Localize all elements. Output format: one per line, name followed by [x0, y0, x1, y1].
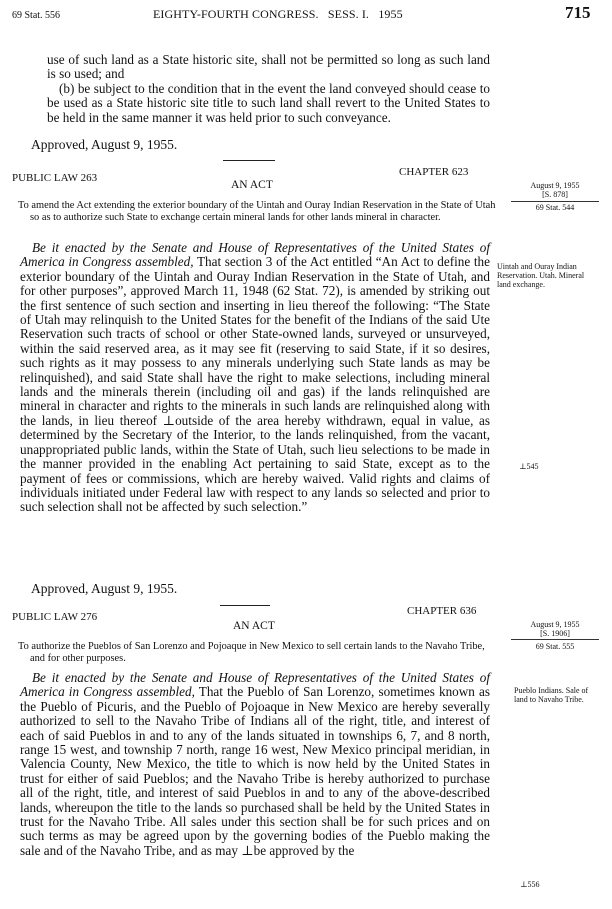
margin-date-276-text: August 9, 1955 — [530, 620, 580, 629]
body-276 — [20, 671, 490, 858]
page-marker-545: ⊥545 — [519, 462, 539, 471]
header-stat-ref: 69 Stat. 556 — [12, 10, 61, 21]
chapter-636-label: CHAPTER 636 — [407, 605, 477, 617]
public-law-263-label: PUBLIC LAW 263 — [12, 172, 98, 184]
chapter-623-label: CHAPTER 623 — [399, 166, 469, 178]
margin-note-276-text: Pueblo Indians. Sale of land to Navaho Tribe. — [514, 686, 589, 704]
divider-1 — [223, 160, 275, 161]
public-law-276-label: PUBLIC LAW 276 — [12, 611, 98, 623]
purpose-276 — [18, 641, 498, 664]
enacting-clause-276: Be it enacted by the Senate and House of Representatives of the United States of America in Congress assembled, — [20, 670, 490, 700]
continuation-para-a: use of such land as a State historic site, shall not be permitted so long as such land is so used; and — [47, 52, 490, 82]
margin-rule-276 — [511, 639, 599, 640]
an-act-heading-1: AN ACT — [231, 179, 273, 191]
purpose-263-text: To amend the Act extending the exterior boundary of the Uintah and Ouray Indian Reservation in the State of Utah so as to authorize such State to exchange certain mineral lands for other lands mineral in character. — [18, 200, 496, 223]
margin-note-263 — [497, 262, 593, 289]
margin-date-263-text: August 9, 1955 — [530, 181, 580, 190]
margin-stat-276: 69 Stat. 555 — [535, 642, 575, 651]
margin-date-276 — [511, 621, 599, 638]
margin-note-276 — [514, 686, 596, 704]
margin-note-263-text: Uintah and Ouray Indian Reservation. Utah. Mineral land exchange. — [497, 262, 585, 289]
margin-bill-276: [S. 1906] — [540, 628, 570, 638]
approved-line-2: Approved, August 9, 1955. — [31, 581, 178, 596]
an-act-heading-2: AN ACT — [233, 620, 275, 632]
margin-rule-263 — [511, 201, 599, 202]
margin-bill-263: [S. 878] — [542, 189, 568, 199]
body-263 — [20, 241, 490, 515]
page-marker-556: ⊥556 — [520, 880, 540, 889]
enacting-clause-263: Be it enacted by the Senate and House of Representatives of the United States of America in Congress assembled, — [20, 240, 490, 270]
page-number: 715 — [565, 3, 591, 22]
body-263-text: That section 3 of the Act entitled “An Act to define the exterior boundary of the Uintah and Ouray Indian Reservation in the State of Utah, and for other purposes”, approved March 11, 1948 (62 Stat. 72), is amended by striking out the first sentence of such section and inserting in lieu thereof the following: “The State of Utah may relinquish to the United States for the benefit of the Indians of the said Ute Reservation such tracts of school or other State-owned lands, surveyed or unsurveyed, within the said reserved area, as it may see fit (reserving to said State, if it so desires, such rights as it may possess to any minerals underlying such State lands as may be relinquished), and said State shall have the right to make selections, including mineral lands and the minerals therein (including oil and gas) if the lands relinquished are mineral in character and rights to the minerals in such lands are relinquished along with the lands, in lieu thereof ⊥outside of the area hereby withdrawn, equal in value, as determined by the Secretary of the Interior, to the lands relinquished, from the vacant, unappropriated public lands, within the State of Utah, such lieu selections to be made in the manner provided in the enabling Act pertaining to said State, except as to the payment of fees or commissions, which are hereby waived. Valid rights and claims of individuals initiated under Federal law with respect to any lands so selected and prior to such selection shall not be affected by such selection.” — [20, 254, 490, 515]
purpose-276-text: To authorize the Pueblos of San Lorenzo and Pojoaque in New Mexico to sell certain lands to the Navaho Tribe, and for other purposes. — [18, 641, 485, 664]
divider-2 — [220, 605, 270, 606]
margin-stat-263: 69 Stat. 544 — [535, 203, 575, 212]
continuation-para-b: (b) be subject to the condition that in the event the land conveyed should cease to be used as a State historic site title to such land shall revert to the United States to be held in the same manner it was held prior to such conveyance. — [47, 80, 490, 125]
purpose-263 — [18, 200, 498, 223]
continuation-text — [47, 53, 490, 125]
approved-line-1: Approved, August 9, 1955. — [31, 137, 178, 152]
header-title: EIGHTY-FOURTH CONGRESS. SESS. I. 1955 — [153, 7, 403, 21]
body-276-text: That the Pueblo of San Lorenzo, sometimes known as the Pueblo of Picuris, and the Pueblo of Pojoaque in New Mexico are hereby severally authorized to sell to the Navaho Tribe of Indians all of the right, title, and interest of each of said Pueblos in and to any of the lands situated in townships 6, 7, and 8 north, range 15 west, and township 7 north, range 16 west, New Mexico principal meridian, in Valencia County, New Mexico, the title to which is now held by the United States in trust for either of said Pueblos; and the Navaho Tribe is hereby authorized to purchase all of the right, title, and interest of said Pueblos in and to any of the above-described lands, whereupon the title to the lands so purchased shall be held by the United States in trust for the Navaho Tribe. All sales under this section shall be for such prices and on such terms as may be agreed upon by the governing bodies of the Pueblo making the sale and of the Navaho Tribe, and as may ⊥be approved by the — [20, 684, 490, 858]
margin-date-263 — [511, 182, 599, 199]
